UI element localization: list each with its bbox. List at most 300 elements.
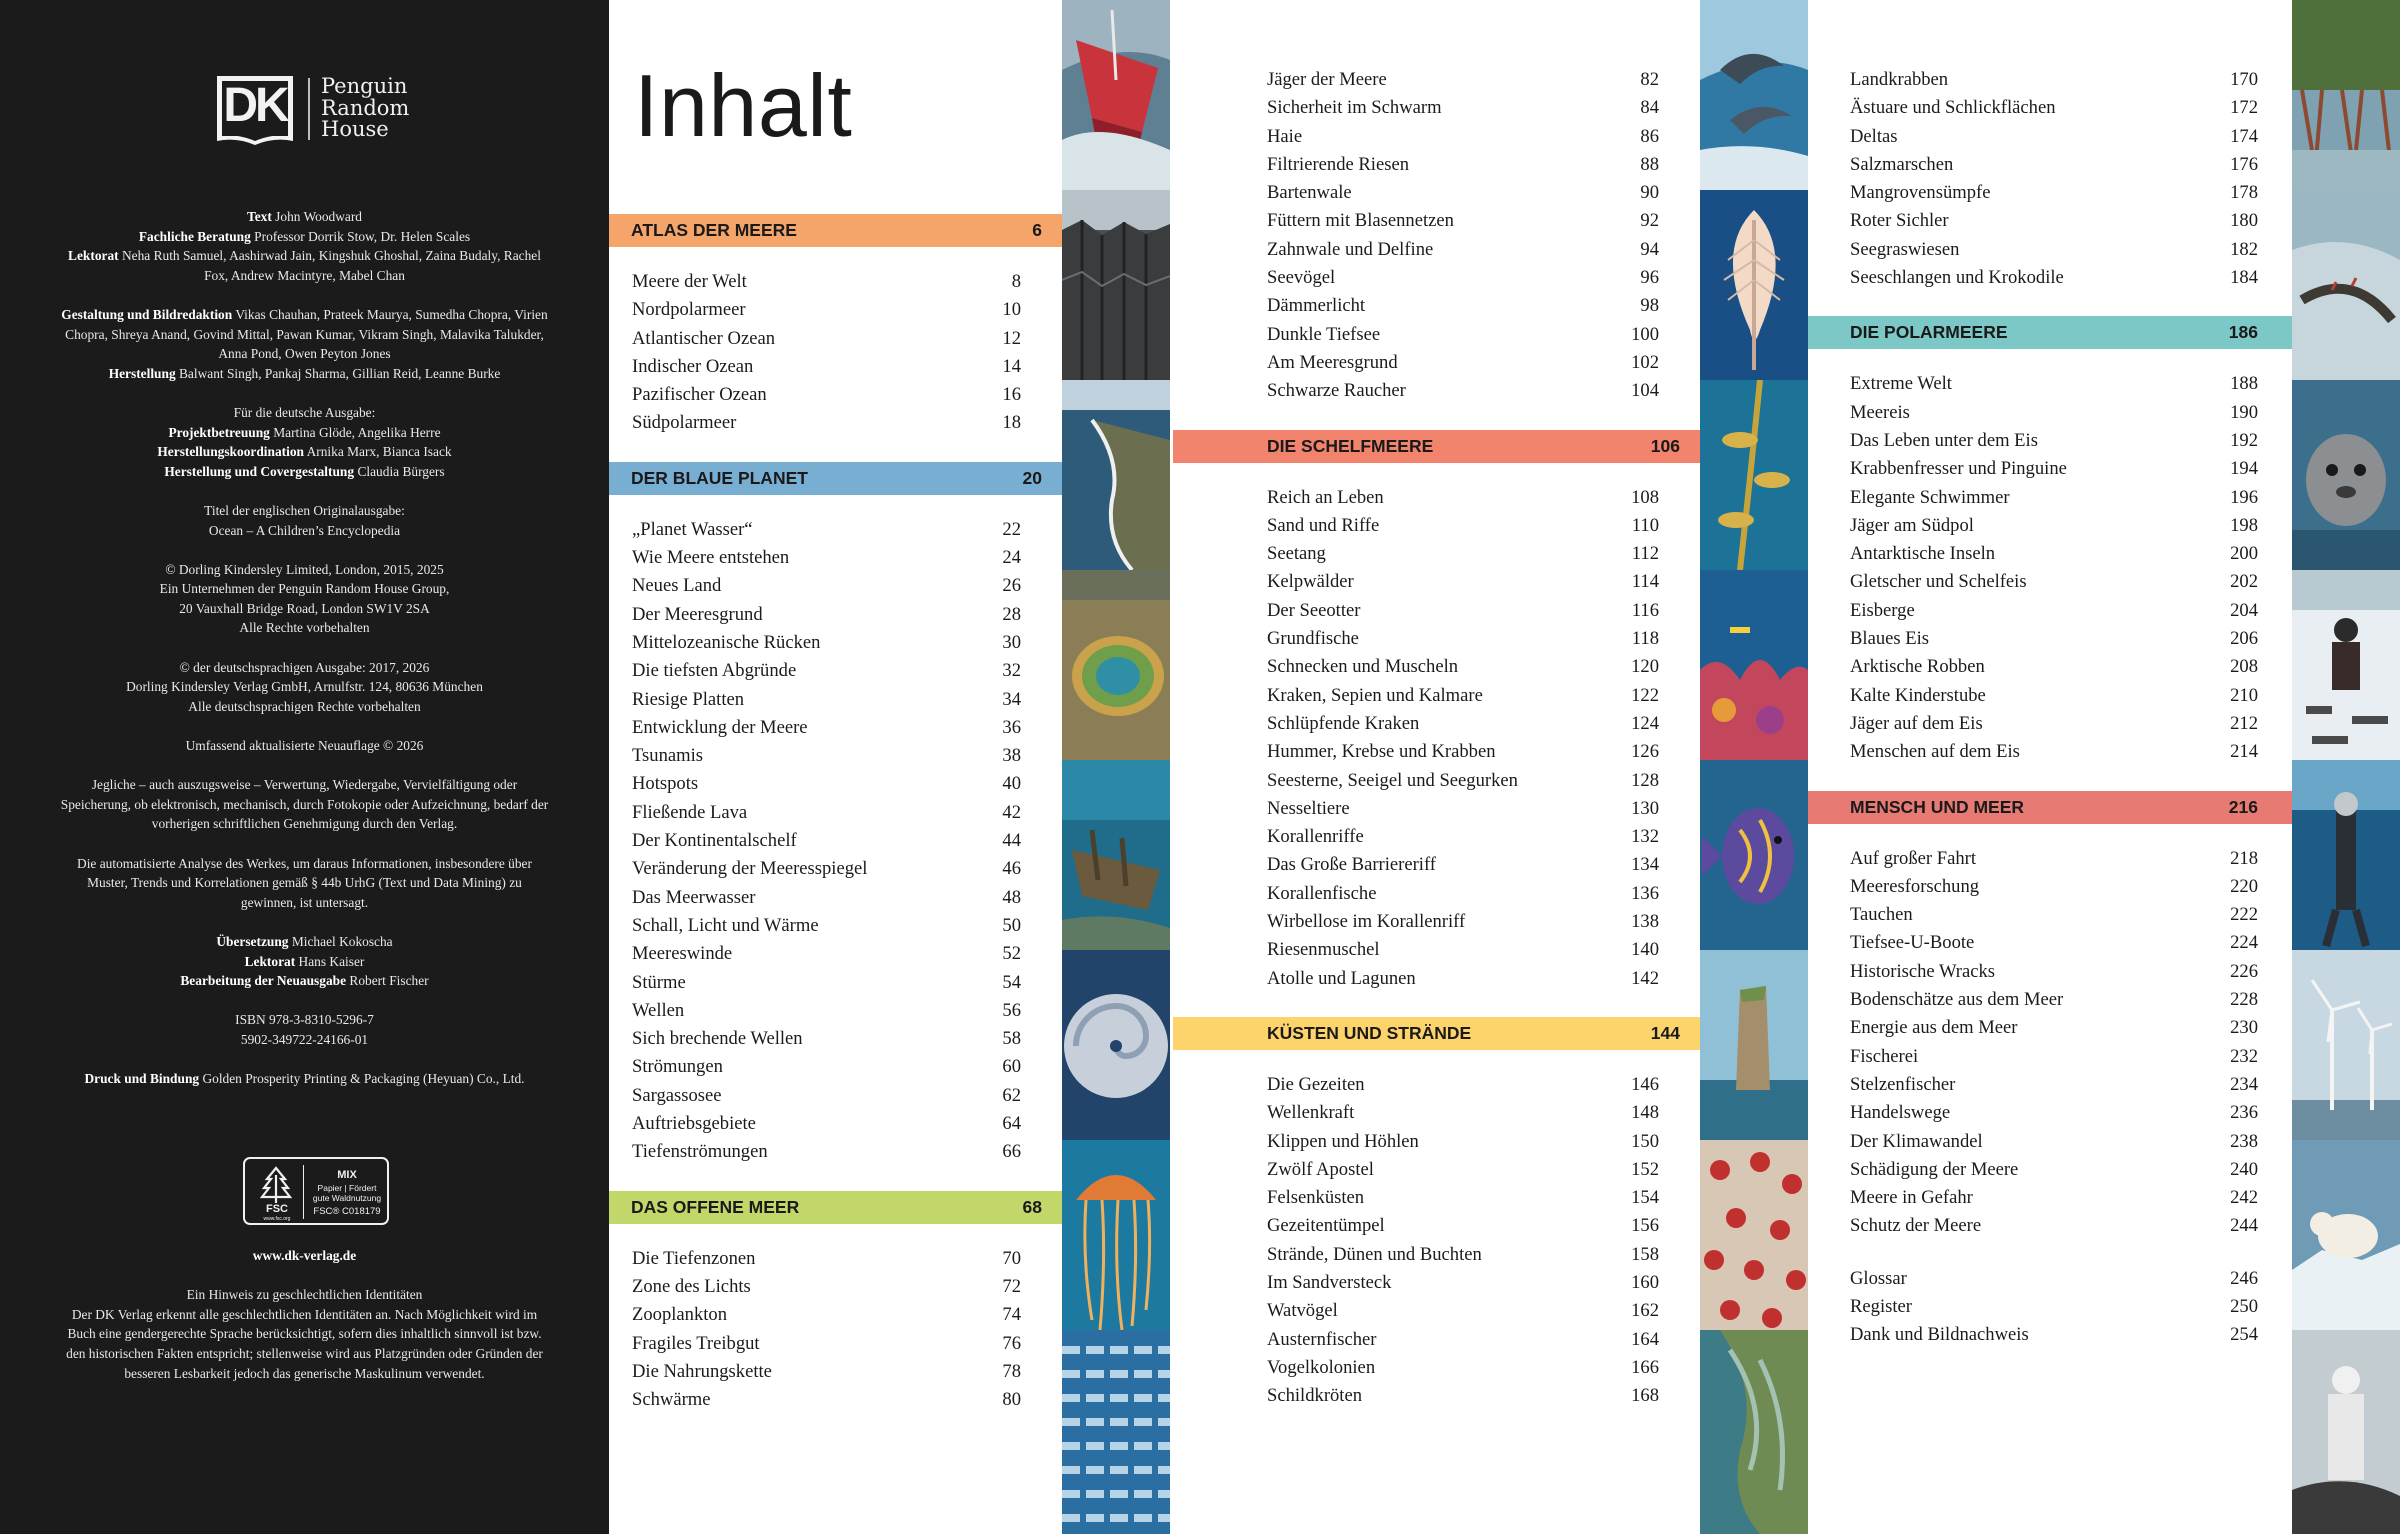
- section-gap: [1808, 767, 2292, 791]
- toc-entry-page: 220: [2230, 875, 2258, 897]
- credit-role: Übersetzung: [216, 933, 289, 949]
- toc-entry-page: 242: [2230, 1187, 2258, 1209]
- design-credits-paragraph: [60, 305, 549, 383]
- toc-entry[interactable]: [632, 296, 1021, 324]
- photo-dog-sled: [2292, 570, 2400, 760]
- toc-entry-title: Meereswinde: [632, 943, 733, 965]
- fsc-mix-label: MIX: [337, 1169, 357, 1181]
- gender-note-paragraph: [60, 1285, 549, 1383]
- toc-entry-page: 108: [1631, 486, 1659, 508]
- toc-entry[interactable]: [632, 827, 1021, 855]
- toc-entry-title: Veränderung der Meeresspiegel: [632, 858, 868, 880]
- toc-entry-title: Zooplankton: [632, 1304, 728, 1326]
- toc-entry-page: 178: [2230, 182, 2258, 204]
- section-gap: [609, 438, 1062, 462]
- toc-entry-title: Zwölf Apostel: [1267, 1158, 1374, 1180]
- toc-entry-page: 138: [1631, 911, 1659, 933]
- toc-entry-page: 148: [1631, 1102, 1659, 1124]
- toc-entry[interactable]: [632, 884, 1021, 912]
- toc-entry-page: 94: [1640, 238, 1659, 260]
- toc-entry[interactable]: [1850, 264, 2258, 292]
- toc-entry-title: Seetang: [1267, 543, 1326, 565]
- toc-entry[interactable]: [1267, 540, 1659, 568]
- toc-entry[interactable]: [632, 1386, 1021, 1414]
- credit-names: Claudia Bürgers: [357, 463, 445, 479]
- toc-entry-page: 8: [1011, 271, 1021, 292]
- toc-entry[interactable]: [1267, 349, 1659, 377]
- entry-list: [1267, 66, 1659, 406]
- toc-entry-title: Felsenküsten: [1267, 1187, 1365, 1209]
- toc-entry[interactable]: [1267, 1071, 1659, 1099]
- toc-entry[interactable]: [1850, 484, 2258, 512]
- toc-entry-page: 18: [1002, 412, 1021, 434]
- toc-entry[interactable]: [1850, 1321, 2258, 1349]
- toc-entry[interactable]: [1267, 1326, 1659, 1354]
- toc-entry[interactable]: [1267, 1269, 1659, 1297]
- toc-entry-title: Antarktische Inseln: [1850, 543, 1996, 565]
- toc-entry-title: Wellenkraft: [1267, 1102, 1355, 1124]
- toc-entry[interactable]: [1267, 207, 1659, 235]
- toc-entry-title: Jäger am Südpol: [1850, 514, 1974, 536]
- toc-entry-page: 164: [1631, 1328, 1659, 1350]
- toc-entry[interactable]: [1850, 399, 2258, 427]
- toc-entry[interactable]: [1850, 625, 2258, 653]
- toc-entry-title: Extreme Welt: [1850, 373, 1952, 395]
- toc-entry[interactable]: [632, 268, 1021, 296]
- toc-entry[interactable]: [632, 742, 1021, 770]
- toc-entry-title: Gletscher und Schelfeis: [1850, 571, 2027, 593]
- toc-entry-page: 112: [1631, 543, 1659, 565]
- toc-entry[interactable]: [1850, 1128, 2258, 1156]
- toc-entry-title: Tiefsee-U-Boote: [1850, 932, 1975, 954]
- photo-oil-worker: [2292, 1330, 2400, 1534]
- toc-entry[interactable]: [632, 714, 1021, 742]
- toc-entry[interactable]: [632, 601, 1021, 629]
- toc-entry[interactable]: [1267, 1128, 1659, 1156]
- toc-entry[interactable]: [1850, 1014, 2258, 1042]
- toc-entry-title: Korallenfische: [1267, 882, 1377, 904]
- section-gap: [1173, 993, 1700, 1017]
- toc-entry-page: 40: [1002, 773, 1021, 795]
- toc-entry-title: Hummer, Krebse und Krabben: [1267, 741, 1496, 763]
- toc-entry[interactable]: [632, 572, 1021, 600]
- toc-entry[interactable]: [1267, 568, 1659, 596]
- toc-column-3: [1808, 66, 2292, 1350]
- toc-entry[interactable]: [632, 1138, 1021, 1166]
- photo-coral-reef: [1700, 570, 1808, 760]
- toc-entry[interactable]: [1850, 1293, 2258, 1321]
- toc-entry-page: 154: [1631, 1187, 1659, 1209]
- toc-entry-page: 22: [1002, 518, 1021, 540]
- toc-entry[interactable]: [1267, 936, 1659, 964]
- toc-entry[interactable]: [632, 1301, 1021, 1329]
- toc-entry[interactable]: [1267, 795, 1659, 823]
- photo-wind-turbines: [2292, 950, 2400, 1140]
- toc-entry-title: Bodenschätze aus dem Meer: [1850, 989, 2064, 1011]
- entry-list: [632, 268, 1021, 438]
- toc-entry-title: Die tiefsten Abgründe: [632, 660, 797, 682]
- toc-entry[interactable]: [1850, 710, 2258, 738]
- toc-entry-title: Handelswege: [1850, 1102, 1951, 1124]
- toc-entry-title: Blaues Eis: [1850, 628, 1930, 650]
- toc-entry[interactable]: [632, 409, 1021, 437]
- toc-entry-title: Eisberge: [1850, 599, 1915, 621]
- toc-entry-title: Meere in Gefahr: [1850, 1187, 1973, 1209]
- toc-entry-title: Arktische Robben: [1850, 656, 1985, 678]
- toc-entry-page: 202: [2230, 571, 2258, 593]
- toc-entry-title: Nordpolarmeer: [632, 299, 746, 321]
- toc-entry-page: 100: [1631, 323, 1659, 345]
- toc-entry-page: 122: [1631, 684, 1659, 706]
- photo-red-crabs: [1700, 1140, 1808, 1330]
- toc-entry[interactable]: [1850, 1043, 2258, 1071]
- imprint-text-lower: [60, 1246, 549, 1403]
- toc-entry-page: 140: [1631, 939, 1659, 961]
- section-title: DAS OFFENE MEER: [631, 1196, 800, 1217]
- toc-entry-title: Die Tiefenzonen: [632, 1247, 756, 1269]
- toc-entry-page: 224: [2230, 932, 2258, 954]
- toc-entry[interactable]: [1267, 738, 1659, 766]
- toc-entry-page: 50: [1002, 914, 1021, 936]
- toc-entry-page: 196: [2230, 486, 2258, 508]
- toc-entry-page: 14: [1002, 355, 1021, 377]
- toc-entry-title: Auftriebsgebiete: [632, 1113, 756, 1135]
- toc-entry[interactable]: [1850, 1184, 2258, 1212]
- toc-entry[interactable]: [632, 1082, 1021, 1110]
- entry-list: [1850, 1265, 2258, 1350]
- toc-entry-page: 184: [2230, 267, 2258, 289]
- toc-entry[interactable]: [632, 1273, 1021, 1301]
- isbn-paragraph: [60, 1010, 549, 1049]
- toc-entry-title: Die Gezeiten: [1267, 1073, 1365, 1095]
- toc-entry[interactable]: [632, 940, 1021, 968]
- toc-entry-page: 192: [2230, 429, 2258, 451]
- tdm-note: Die automatisierte Analyse des Werkes, um daraus Informationen, insbesondere über Muster, Trends und Korrelationen gemäß § 44b UrhG (Text und Data Mining) zu gewinnen, ist untersagt.: [77, 855, 532, 910]
- toc-entry[interactable]: [632, 969, 1021, 997]
- toc-entry[interactable]: [1267, 880, 1659, 908]
- toc-entry[interactable]: [632, 516, 1021, 544]
- fsc-code: FSC® C018179: [313, 1206, 381, 1217]
- toc-entry-page: 34: [1002, 688, 1021, 710]
- entry-list: [1850, 370, 2258, 766]
- toc-entry-page: 44: [1002, 830, 1021, 852]
- toc-entry-page: 172: [2230, 97, 2258, 119]
- entry-list: [1850, 66, 2258, 292]
- credit-names: Hans Kaiser: [298, 953, 365, 969]
- toc-entry[interactable]: [1850, 1071, 2258, 1099]
- logo-separator: [308, 78, 310, 140]
- toc-entry[interactable]: [1850, 1212, 2258, 1240]
- toc-entry-title: Schwärme: [632, 1389, 711, 1411]
- photo-fish-school: [1062, 1330, 1170, 1534]
- toc-entry[interactable]: [1267, 377, 1659, 405]
- toc-entry[interactable]: [1267, 512, 1659, 540]
- toc-entry[interactable]: [632, 353, 1021, 381]
- toc-entry-title: Die Nahrungskette: [632, 1360, 772, 1382]
- toc-entry-title: Landkrabben: [1850, 69, 1949, 90]
- toc-entry-title: Der Klimawandel: [1850, 1130, 1983, 1152]
- toc-entry-title: Schädigung der Meere: [1850, 1158, 2019, 1180]
- toc-entry-page: 78: [1002, 1360, 1021, 1382]
- toc-entry[interactable]: [632, 770, 1021, 798]
- toc-entry-title: Füttern mit Blasennetzen: [1267, 210, 1454, 232]
- toc-entry[interactable]: [1267, 682, 1659, 710]
- toc-entry[interactable]: [632, 997, 1021, 1025]
- rights-note: Jegliche – auch auszugsweise – Verwertung, Wiedergabe, Vervielfältigung oder Speicherung, ob elektronisch, mechanisch, durch Fotokopie oder Aufzeichnung, bedarf der vorherigen schriftlichen Genehmigung durch den Verlag.: [60, 777, 549, 832]
- section-header-schelfmeere: [1173, 430, 1700, 463]
- copyright-line: © Dorling Kindersley Limited, London, 2015, 2025: [165, 561, 444, 577]
- toc-entry-page: 182: [2230, 238, 2258, 260]
- toc-entry-title: Kraken, Sepien und Kalmare: [1267, 684, 1483, 706]
- toc-entry-page: 110: [1631, 514, 1659, 536]
- website: www.dk-verlag.de: [252, 1248, 357, 1263]
- toc-entry-title: Seeschlangen und Krokodile: [1850, 267, 2064, 289]
- toc-entry[interactable]: [1850, 682, 2258, 710]
- credit-names: Martina Glöde, Angelika Herre: [273, 424, 441, 440]
- toc-entry-page: 80: [1002, 1389, 1021, 1411]
- toc-entry[interactable]: [1850, 738, 2258, 766]
- toc-entry-title: Register: [1850, 1295, 1912, 1317]
- toc-entry[interactable]: [1267, 767, 1659, 795]
- credit-names: Professor Dorrik Stow, Dr. Helen Scales: [254, 228, 471, 244]
- toc-entry-title: Roter Sichler: [1850, 210, 1949, 232]
- toc-entry-page: 38: [1002, 745, 1021, 767]
- toc-entry-title: Sand und Riffe: [1267, 514, 1380, 536]
- toc-entry-title: Zone des Lichts: [632, 1275, 751, 1297]
- credit-names: Vikas Chauhan, Prateek Maurya, Sumedha Chopra, Virien Chopra, Shreya Anand, Govind Mittal, Pawan Kumar, Vikram Singh, Malavika Talukder, Anna Pond, Owen Peyton Jones: [65, 306, 548, 362]
- toc-entry[interactable]: [1850, 540, 2258, 568]
- toc-entry-page: 198: [2230, 514, 2258, 536]
- toc-entry-title: Atlantischer Ozean: [632, 327, 776, 349]
- toc-entry[interactable]: [1850, 986, 2258, 1014]
- toc-entry[interactable]: [1267, 710, 1659, 738]
- toc-entry-page: 204: [2230, 599, 2258, 621]
- toc-entry[interactable]: [1267, 292, 1659, 320]
- toc-entry[interactable]: [1267, 1212, 1659, 1240]
- toc-entry[interactable]: [1850, 597, 2258, 625]
- toc-entry[interactable]: [1267, 1354, 1659, 1382]
- toc-entry-page: 232: [2230, 1045, 2258, 1067]
- copyright-line: © der deutschsprachigen Ausgabe: 2017, 2026: [179, 659, 430, 675]
- toc-entry[interactable]: [1850, 958, 2258, 986]
- fsc-divider: [303, 1165, 304, 1219]
- toc-entry[interactable]: [632, 1330, 1021, 1358]
- toc-entry-title: Meeresforschung: [1850, 875, 1980, 897]
- toc-entry-page: 66: [1002, 1141, 1021, 1163]
- gender-note-title: Ein Hinweis zu geschlechtlichen Identitäten: [186, 1287, 423, 1303]
- photo-racing-yacht: [1062, 0, 1170, 190]
- toc-entry-page: 160: [1631, 1271, 1659, 1293]
- toc-entry-page: 226: [2230, 960, 2258, 982]
- toc-entry-title: Riesenmuschel: [1267, 939, 1380, 961]
- toc-entry[interactable]: [1850, 901, 2258, 929]
- original-title-paragraph: [60, 501, 549, 540]
- toc-entry-title: Atolle und Lagunen: [1267, 967, 1416, 989]
- toc-entry-page: 16: [1002, 384, 1021, 406]
- toc-entry-page: 170: [2230, 69, 2258, 90]
- toc-entry[interactable]: [1267, 66, 1659, 94]
- toc-entry-title: Das Leben unter dem Eis: [1850, 429, 2038, 451]
- toc-entry-title: Menschen auf dem Eis: [1850, 741, 2020, 763]
- toc-entry-page: 82: [1640, 69, 1659, 90]
- toc-entry-title: Mittelozeanische Rücken: [632, 631, 821, 653]
- toc-entry[interactable]: [1267, 653, 1659, 681]
- toc-entry-page: 212: [2230, 712, 2258, 734]
- toc-entry[interactable]: [632, 799, 1021, 827]
- toc-entry[interactable]: [632, 912, 1021, 940]
- toc-entry[interactable]: [632, 1358, 1021, 1386]
- toc-entry[interactable]: [1267, 236, 1659, 264]
- toc-entry[interactable]: [1267, 123, 1659, 151]
- toc-entry[interactable]: [1850, 455, 2258, 483]
- toc-entry[interactable]: [632, 544, 1021, 572]
- toc-entry[interactable]: [1267, 625, 1659, 653]
- gender-note: Der DK Verlag erkennt alle geschlechtlichen Identitäten an. Nach Möglichkeit wird im Buch eine gendergerechte Sprache berücksichtigt, sofern dies inhaltlich sinnvoll ist bzw. den historischen Fakten entspricht; stellenweise wird aus Platzgründen oder Gründen der besseren Lesbarkeit jedoch das generische Maskulinum verwendet.: [66, 1306, 543, 1381]
- toc-entry[interactable]: [1850, 845, 2258, 873]
- toc-entry-page: 146: [1631, 1073, 1659, 1095]
- toc-entry-title: Strömungen: [632, 1056, 723, 1078]
- dk-logo-book-icon: [217, 136, 293, 146]
- toc-entry[interactable]: [1850, 94, 2258, 122]
- photo-basalt-columns: [1062, 190, 1170, 380]
- toc-entry[interactable]: [1267, 597, 1659, 625]
- toc-entry[interactable]: [1267, 1241, 1659, 1269]
- toc-entry-title: Schnecken und Muscheln: [1267, 656, 1459, 678]
- toc-entry[interactable]: [1850, 370, 2258, 398]
- toc-entry[interactable]: [632, 325, 1021, 353]
- fsc-logo-word: FSC: [266, 1203, 288, 1215]
- toc-entry[interactable]: [1850, 568, 2258, 596]
- toc-entry[interactable]: [1267, 1099, 1659, 1127]
- toc-entry-title: Tauchen: [1850, 904, 1913, 926]
- toc-entry[interactable]: [1267, 94, 1659, 122]
- copyright-de-paragraph: [60, 658, 549, 717]
- toc-entry-page: 60: [1002, 1056, 1021, 1078]
- toc-entry[interactable]: [1850, 427, 2258, 455]
- toc-entry-page: 246: [2230, 1267, 2258, 1289]
- toc-entry[interactable]: [632, 855, 1021, 883]
- toc-entry[interactable]: [632, 1053, 1021, 1081]
- toc-entry-page: 176: [2230, 153, 2258, 175]
- toc-entry-page: 36: [1002, 716, 1021, 738]
- print-credit-paragraph: [60, 1069, 549, 1089]
- wordmark-line: House: [321, 117, 389, 141]
- toc-entry-page: 158: [1631, 1243, 1659, 1265]
- toc-entry-title: Schutz der Meere: [1850, 1215, 1982, 1237]
- toc-entry[interactable]: [1267, 151, 1659, 179]
- photo-sea-stack: [1700, 950, 1808, 1140]
- toc-entry-title: Seesterne, Seeigel und Seegurken: [1267, 769, 1518, 791]
- section-header-polarmeere: [1808, 316, 2292, 349]
- toc-entry[interactable]: [1267, 823, 1659, 851]
- credit-role: Herstellungskoordination: [157, 444, 304, 460]
- toc-entry[interactable]: [1850, 1156, 2258, 1184]
- section-page: 186: [2228, 322, 2258, 343]
- credit-role: Fachliche Beratung: [138, 228, 251, 244]
- toc-entry-title: Fragiles Treibgut: [632, 1332, 760, 1354]
- toc-entry[interactable]: [632, 629, 1021, 657]
- toc-entry-page: 84: [1640, 97, 1659, 119]
- toc-entry[interactable]: [1850, 653, 2258, 681]
- imprint-column: [0, 0, 609, 1534]
- toc-entry-title: Im Sandversteck: [1267, 1271, 1392, 1293]
- toc-entry-title: Elegante Schwimmer: [1850, 486, 2010, 508]
- toc-entry[interactable]: [1267, 321, 1659, 349]
- toc-entry-page: 28: [1002, 603, 1021, 625]
- toc-entry[interactable]: [1267, 965, 1659, 993]
- toc-entry-page: 206: [2230, 628, 2258, 650]
- toc-entry[interactable]: [632, 1025, 1021, 1053]
- toc-entry-page: 72: [1002, 1275, 1021, 1297]
- toc-entry-page: 208: [2230, 656, 2258, 678]
- toc-entry-title: Nesseltiere: [1267, 797, 1350, 819]
- toc-entry[interactable]: [632, 1245, 1021, 1273]
- toc-entry[interactable]: [632, 381, 1021, 409]
- toc-entry-title: Wirbellose im Korallenriff: [1267, 911, 1466, 933]
- german-edition-intro: Für die deutsche Ausgabe:: [233, 404, 376, 420]
- toc-entry[interactable]: [1850, 512, 2258, 540]
- toc-entry[interactable]: [1267, 484, 1659, 512]
- website-paragraph: [60, 1246, 549, 1266]
- toc-entry-page: 132: [1631, 826, 1659, 848]
- credit-role: Projektbetreuung: [168, 424, 270, 440]
- toc-entry[interactable]: [1850, 1099, 2258, 1127]
- credit-role: Bearbeitung der Neuausgabe: [180, 973, 347, 989]
- toc-entry-page: 236: [2230, 1102, 2258, 1124]
- toc-entry[interactable]: [1850, 873, 2258, 901]
- toc-entry[interactable]: [1267, 1382, 1659, 1410]
- toc-entry-page: 116: [1631, 599, 1659, 621]
- toc-entry[interactable]: [1850, 236, 2258, 264]
- toc-entry[interactable]: [1267, 179, 1659, 207]
- toc-entry[interactable]: [1850, 179, 2258, 207]
- toc-entry-page: 234: [2230, 1073, 2258, 1095]
- toc-entry[interactable]: [1850, 929, 2258, 957]
- toc-entry-page: 86: [1640, 125, 1659, 147]
- toc-entry-page: 102: [1631, 351, 1659, 373]
- toc-entry-title: Grundfische: [1267, 628, 1359, 650]
- toc-entry[interactable]: [1850, 207, 2258, 235]
- toc-entry-title: Zahnwale und Delfine: [1267, 238, 1434, 260]
- toc-entry[interactable]: [632, 1110, 1021, 1138]
- toc-entry[interactable]: [1267, 264, 1659, 292]
- section-gap: [1808, 292, 2292, 316]
- toc-entry[interactable]: [1850, 1265, 2258, 1293]
- toc-entry-title: Gezeitentümpel: [1267, 1215, 1385, 1237]
- toc-entry[interactable]: [632, 657, 1021, 685]
- section-page: 106: [1650, 435, 1680, 456]
- toc-entry-title: Reich an Leben: [1267, 486, 1384, 508]
- toc-entry-title: Austernfischer: [1267, 1328, 1377, 1350]
- toc-entry[interactable]: [1267, 1297, 1659, 1325]
- toc-entry[interactable]: [1850, 123, 2258, 151]
- toc-entry[interactable]: [1850, 151, 2258, 179]
- toc-entry-page: 62: [1002, 1084, 1021, 1106]
- section-title: KÜSTEN UND STRÄNDE: [1267, 1022, 1472, 1043]
- section-title: DIE POLARMEERE: [1850, 322, 2008, 343]
- toc-entry[interactable]: [1267, 851, 1659, 879]
- toc-entry[interactable]: [1267, 908, 1659, 936]
- toc-entry[interactable]: [1267, 1156, 1659, 1184]
- toc-entry[interactable]: [1267, 1184, 1659, 1212]
- toc-entry[interactable]: [632, 686, 1021, 714]
- toc-entry-title: Dämmerlicht: [1267, 295, 1366, 317]
- toc-entry-title: Vogelkolonien: [1267, 1356, 1376, 1378]
- toc-entry[interactable]: [1850, 66, 2258, 94]
- toc-entry-page: 114: [1631, 571, 1659, 593]
- toc-entry-page: 240: [2230, 1158, 2258, 1180]
- toc-entry-page: 90: [1640, 182, 1659, 204]
